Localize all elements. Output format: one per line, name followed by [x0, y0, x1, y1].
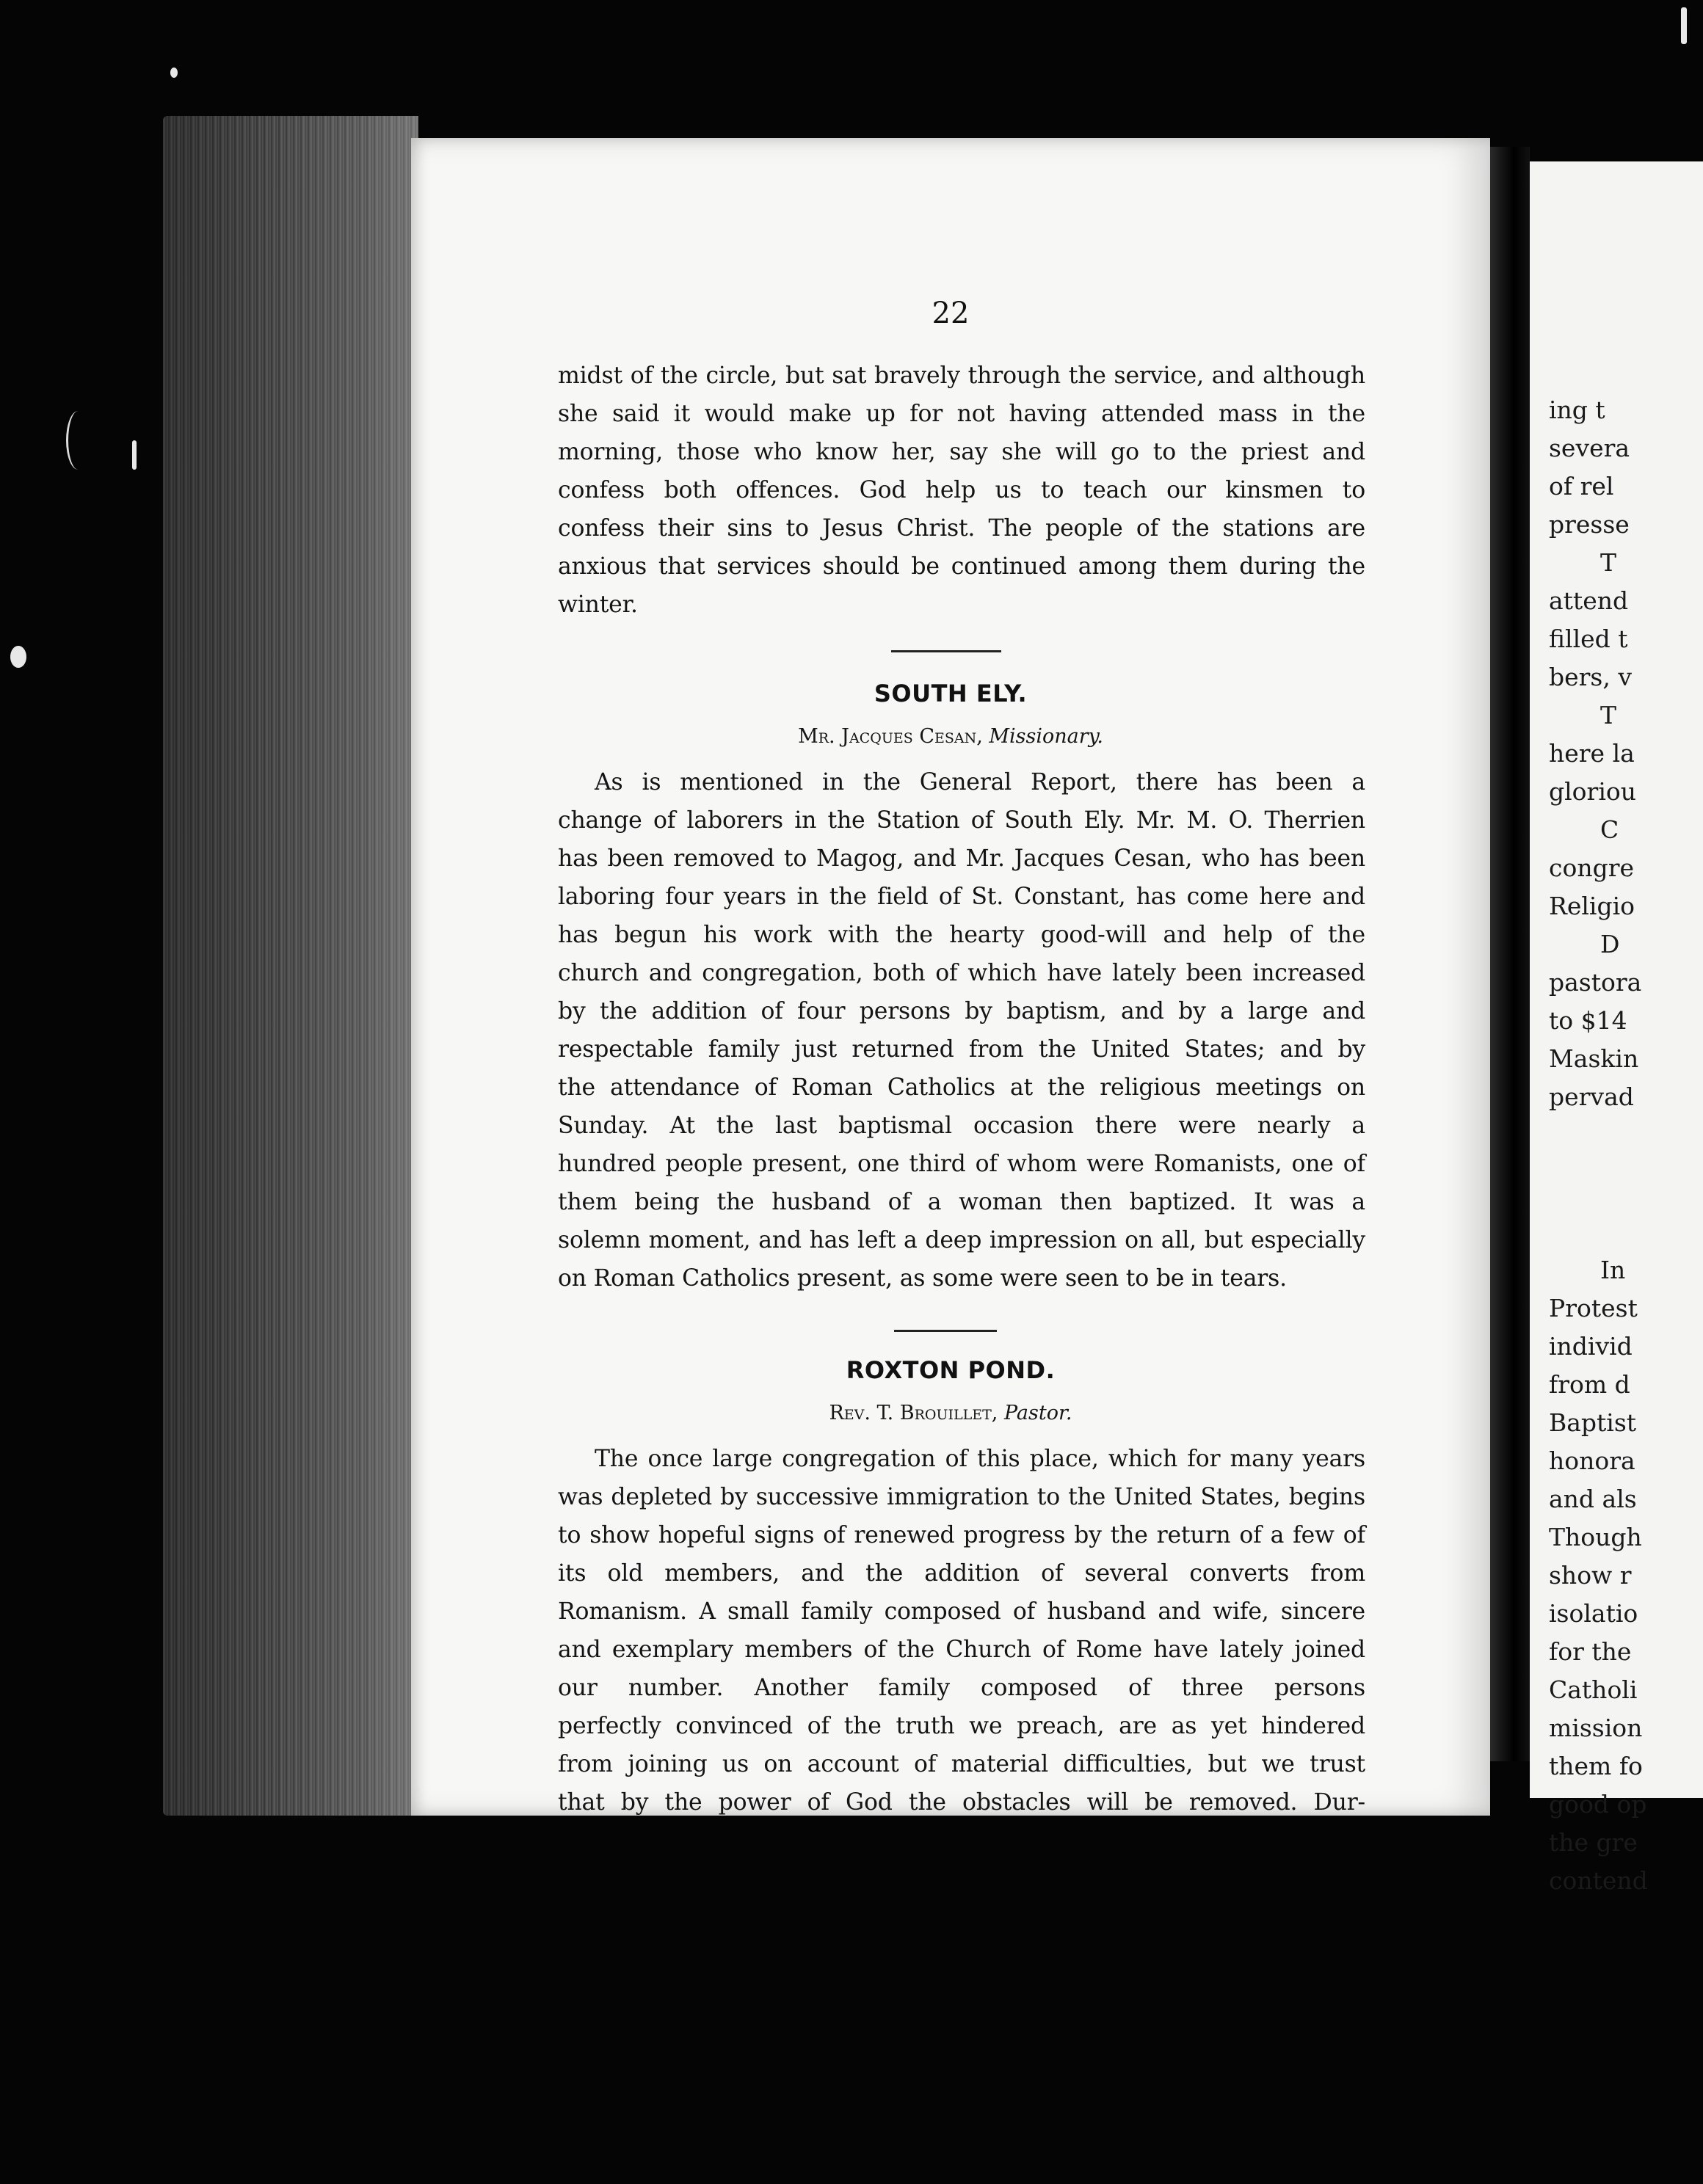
- facing-text-line: the gre: [1549, 1828, 1638, 1857]
- byline-role: Pastor.: [1003, 1402, 1072, 1424]
- facing-text-line: here la: [1549, 739, 1635, 768]
- facing-text-line: honora: [1549, 1446, 1635, 1475]
- facing-text-line: pervad: [1549, 1082, 1634, 1111]
- text-line: winter.: [558, 592, 638, 618]
- facing-text-line: for the: [1549, 1637, 1632, 1666]
- text-line: and exemplary members of the Church of Rome have lately joined: [558, 1637, 1365, 1663]
- facing-text-line: isolatio: [1549, 1599, 1638, 1628]
- facing-text-line: contend: [1549, 1866, 1648, 1895]
- byline-name: Mr. Jacques Cesan,: [798, 725, 983, 748]
- facing-text-line: T: [1600, 548, 1617, 577]
- text-line: has begun his work with the hearty good-will and help of the: [558, 922, 1365, 948]
- facing-text-line: individ: [1549, 1332, 1633, 1361]
- book-gutter: [1490, 147, 1530, 1761]
- facing-text-line: T: [1600, 701, 1617, 729]
- section-divider: [891, 650, 1001, 652]
- facing-text-line: filled t: [1549, 625, 1628, 653]
- text-line: confess their sins to Jesus Christ. The people of the stations are: [558, 515, 1365, 542]
- text-line: The once large congregation of this place, which for many years: [595, 1446, 1365, 1472]
- text-line: solemn moment, and has left a deep impression on all, but especially: [558, 1227, 1365, 1253]
- section-byline: [411, 1402, 1490, 1424]
- text-line: our number. Another family composed of three persons: [558, 1675, 1365, 1701]
- text-line: church and congregation, both of which have lately been increased: [558, 960, 1365, 986]
- byline-role: Missionary.: [989, 725, 1103, 748]
- text-line: confess both offences. God help us to teach our kinsmen to: [558, 477, 1365, 503]
- text-line: morning, those who know her, say she will go to the priest and: [558, 439, 1365, 465]
- text-line: Sunday. At the last baptismal occasion there were nearly a: [558, 1113, 1365, 1139]
- dust-speck: [66, 411, 90, 470]
- left-page: [411, 138, 1490, 1816]
- facing-text-line: Protest: [1549, 1294, 1638, 1322]
- facing-text-line: Maskin: [1549, 1044, 1639, 1073]
- facing-text-line: them fo: [1549, 1752, 1643, 1780]
- text-line: anxious that services should be continued among them during the: [558, 553, 1365, 580]
- text-line: hundred people present, one third of whom were Romanists, one of: [558, 1151, 1365, 1177]
- facing-text-line: to $14: [1549, 1006, 1627, 1035]
- text-line: perfectly convinced of the truth we preach, are as yet hindered: [558, 1713, 1365, 1739]
- facing-text-line: bers, v: [1549, 663, 1632, 691]
- text-line: has been removed to Magog, and Mr. Jacques Cesan, who has been: [558, 845, 1365, 872]
- facing-text-line: In: [1600, 1256, 1626, 1284]
- section-heading-south-ely: SOUTH ELY.: [874, 680, 1028, 707]
- facing-text-line: and als: [1549, 1485, 1637, 1513]
- facing-text-line: Though: [1549, 1523, 1642, 1551]
- south-ely-paragraph: [558, 763, 1365, 1297]
- text-line: change of laborers in the Station of South Ely. Mr. M. O. Therrien: [558, 807, 1365, 834]
- page-stack-edge: [163, 116, 418, 1816]
- text-line: from joining us on account of material difficulties, but we trust: [558, 1751, 1365, 1777]
- facing-text-line: show r: [1549, 1561, 1632, 1590]
- text-line: them being the husband of a woman then baptized. It was a: [558, 1189, 1365, 1215]
- section-heading-roxton-pond: ROXTON POND.: [846, 1356, 1056, 1384]
- facing-text-line: ing t: [1549, 396, 1605, 424]
- facing-text-line: Baptist: [1549, 1408, 1637, 1437]
- opening-paragraph: [558, 357, 1365, 624]
- text-line: was depleted by successive immigration to the United States, begins: [558, 1484, 1365, 1510]
- page-number: 22: [932, 296, 970, 330]
- text-line: on Roman Catholics present, as some were seen to be in tears.: [558, 1265, 1287, 1292]
- facing-text-line: from d: [1549, 1370, 1630, 1399]
- dust-speck: [1681, 7, 1687, 44]
- text-line: its old members, and the addition of several converts from: [558, 1560, 1365, 1587]
- text-line: laboring four years in the field of St. Constant, has come here and: [558, 884, 1365, 910]
- facing-text-line: Catholi: [1549, 1675, 1638, 1704]
- facing-text-line: pastora: [1549, 968, 1642, 997]
- facing-page-fragment: [1530, 161, 1703, 1895]
- text-line: As is mentioned in the General Report, there has been a: [595, 769, 1365, 796]
- facing-text-line: congre: [1549, 853, 1635, 882]
- text-line: midst of the circle, but sat bravely through the service, and although: [558, 363, 1365, 389]
- text-line: to show hopeful signs of renewed progress by the return of a few of: [558, 1522, 1365, 1548]
- dust-speck: [170, 68, 178, 78]
- text-line: respectable family just returned from the United States; and by: [558, 1036, 1365, 1063]
- text-line: she said it would make up for not having attended mass in the: [558, 401, 1365, 427]
- facing-text-line: good op: [1549, 1790, 1647, 1819]
- facing-text-line: Religio: [1549, 892, 1635, 920]
- facing-text-line: presse: [1549, 510, 1630, 539]
- dust-speck: [10, 646, 26, 668]
- section-byline: [411, 725, 1490, 748]
- byline-name: Rev. T. Brouillet,: [829, 1402, 998, 1424]
- text-line: Romanism. A small family composed of husband and wife, sincere: [558, 1598, 1365, 1625]
- facing-text-line: severa: [1549, 434, 1630, 462]
- text-line: that by the power of God the obstacles will be removed. Dur-: [558, 1789, 1365, 1816]
- facing-text-line: gloriou: [1549, 777, 1636, 806]
- facing-text-line: of rel: [1549, 472, 1614, 500]
- facing-text-line: attend: [1549, 586, 1629, 615]
- text-line: by the addition of four persons by baptism, and by a large and: [558, 998, 1365, 1024]
- roxton-pond-paragraph: [558, 1440, 1365, 1821]
- dust-speck: [132, 440, 137, 470]
- facing-text-line: mission: [1549, 1714, 1643, 1742]
- facing-text-line: C: [1600, 815, 1619, 844]
- section-divider: [894, 1330, 997, 1332]
- text-line: the attendance of Roman Catholics at the religious meetings on: [558, 1074, 1365, 1101]
- facing-text-line: D: [1600, 930, 1620, 958]
